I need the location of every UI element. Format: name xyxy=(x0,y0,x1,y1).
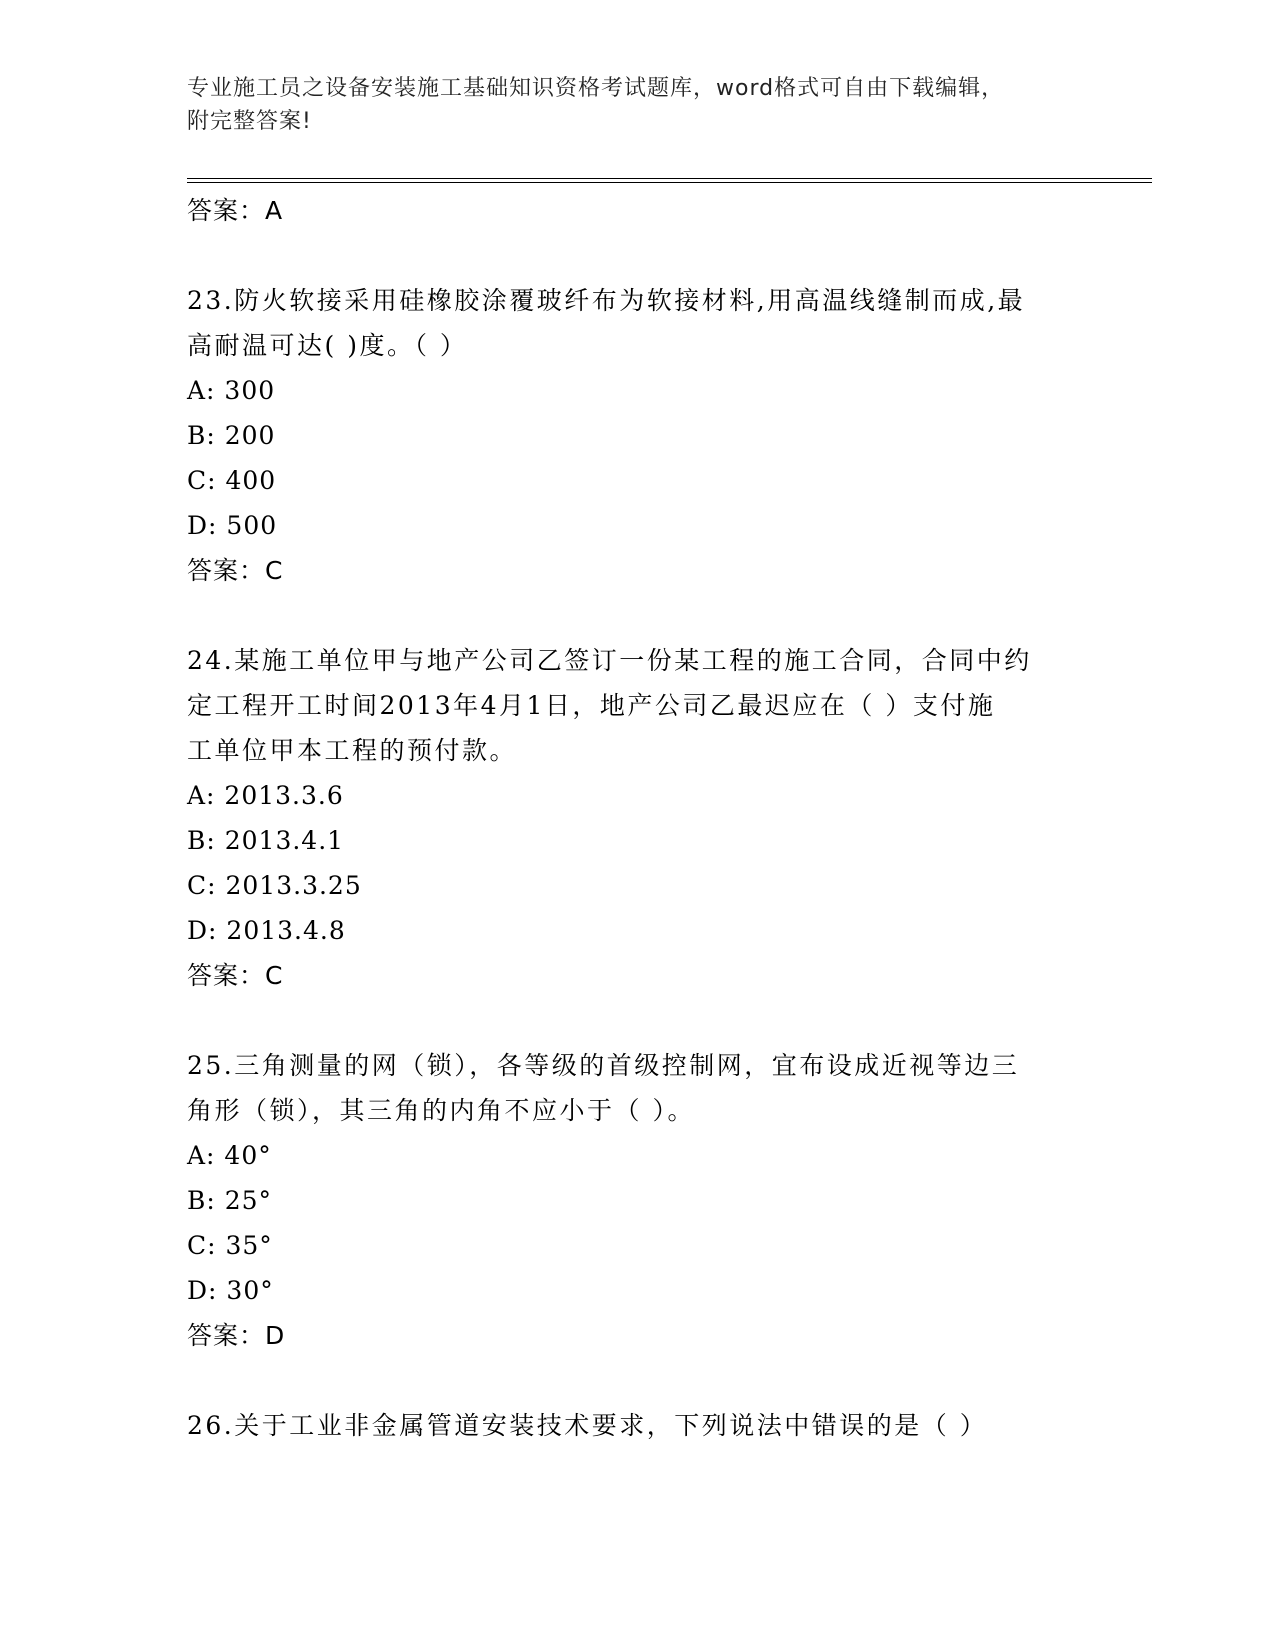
spacer xyxy=(187,998,1077,1043)
answer-25: 答案：D xyxy=(187,1321,286,1350)
header-line-2: 附完整答案! xyxy=(187,109,312,134)
question-25-option-c: C: 35° xyxy=(187,1231,273,1260)
question-25-option-b: B: 25° xyxy=(187,1186,273,1215)
answer-24: 答案：C xyxy=(187,961,284,990)
answer-22: 答案：A xyxy=(187,196,284,225)
question-25-option-d: D: 30° xyxy=(187,1276,274,1305)
question-23-option-b: B: 200 xyxy=(187,421,276,450)
header-rule-bottom xyxy=(187,182,1152,183)
spacer xyxy=(187,593,1077,638)
header-rule-top xyxy=(187,178,1152,179)
question-24-option-a: A: 2013.3.6 xyxy=(187,781,344,810)
spacer xyxy=(187,1358,1077,1403)
spacer xyxy=(187,233,1077,278)
header-line-1: 专业施工员之设备安装施工基础知识资格考试题库，word格式可自由下载编辑， xyxy=(187,76,1005,101)
question-24-line-3: 工单位甲本工程的预付款。 xyxy=(187,736,518,765)
question-24-option-c: C: 2013.3.25 xyxy=(187,871,362,900)
question-25 xyxy=(187,1043,1077,1133)
question-24 xyxy=(187,638,1077,773)
page-header xyxy=(187,72,1087,138)
question-24-option-b: B: 2013.4.1 xyxy=(187,826,345,855)
question-25-option-a: A: 40° xyxy=(187,1141,272,1170)
question-23-line-1: 23.防火软接采用硅橡胶涂覆玻纤布为软接材料,用高温线缝制而成,最 xyxy=(187,286,1026,315)
question-25-line-2: 角形（锁），其三角的内角不应小于（ ）。 xyxy=(187,1096,695,1125)
question-24-option-d: D: 2013.4.8 xyxy=(187,916,346,945)
answer-23: 答案：C xyxy=(187,556,284,585)
question-24-line-2: 定工程开工时间2013年4月1日，地产公司乙最迟应在（ ）支付施 xyxy=(187,691,996,720)
question-26-line-1: 26.关于工业非金属管道安装技术要求，下列说法中错误的是（ ） xyxy=(187,1411,988,1440)
question-23-option-a: A: 300 xyxy=(187,376,276,405)
question-23 xyxy=(187,278,1077,368)
question-list xyxy=(187,188,1077,1448)
question-23-option-d: D: 500 xyxy=(187,511,278,540)
question-26 xyxy=(187,1403,1077,1448)
question-25-line-1: 25.三角测量的网（锁），各等级的首级控制网，宜布设成近视等边三 xyxy=(187,1051,1020,1080)
question-23-option-c: C: 400 xyxy=(187,466,277,495)
question-24-line-1: 24.某施工单位甲与地产公司乙签订一份某工程的施工合同，合同中约 xyxy=(187,646,1032,675)
question-23-line-2: 高耐温可达( )度。（ ） xyxy=(187,331,468,360)
